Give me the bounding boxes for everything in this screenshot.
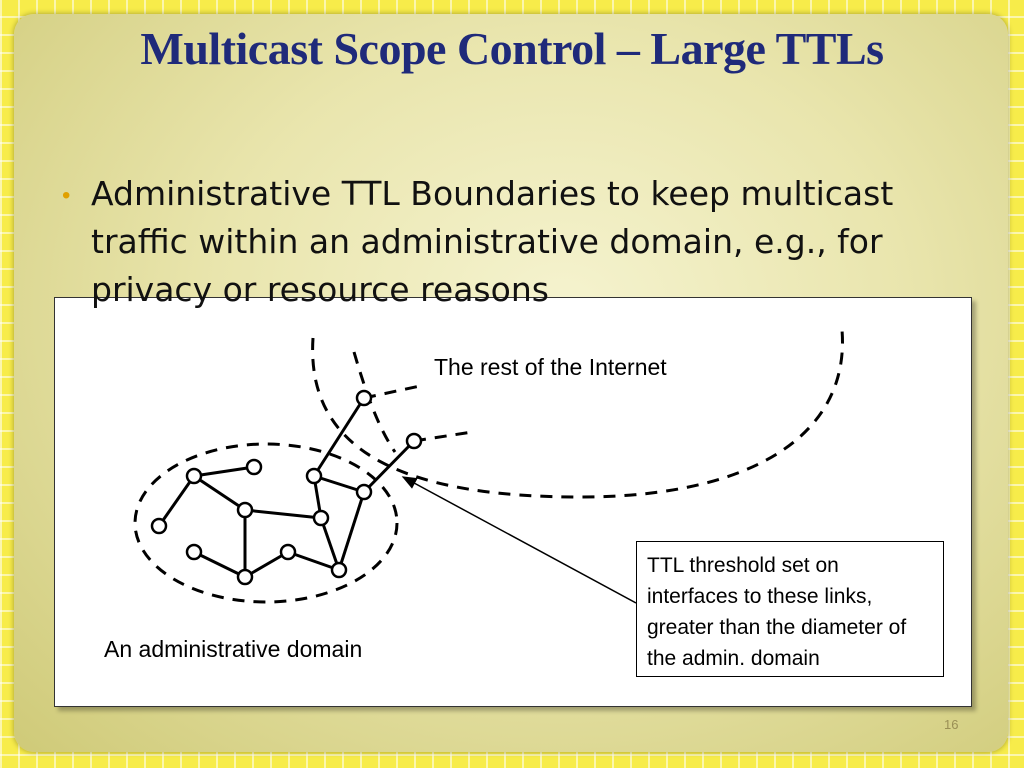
link <box>194 476 245 510</box>
page-number: 16 <box>944 717 959 732</box>
router-node <box>307 469 321 483</box>
router-node <box>238 570 252 584</box>
external-link-2 <box>414 432 472 441</box>
admin-domain-boundary <box>135 444 397 602</box>
link <box>245 510 321 518</box>
external-router-node <box>357 391 371 405</box>
router-node <box>281 545 295 559</box>
router-node <box>187 545 201 559</box>
link <box>364 441 414 492</box>
router-node <box>152 519 166 533</box>
router-node <box>187 469 201 483</box>
external-link-1 <box>364 386 420 398</box>
admin-domain-label: An administrative domain <box>104 636 363 662</box>
bullet-text: Administrative TTL Boundaries to keep multicast traffic within an administrative domain, e.g., for privacy or resource reasons <box>91 174 894 309</box>
link <box>321 518 339 570</box>
router-node <box>314 511 328 525</box>
external-router-node <box>407 434 421 448</box>
link <box>194 467 254 476</box>
link <box>194 552 245 577</box>
link <box>159 476 194 526</box>
border-router-node <box>357 485 371 499</box>
ttl-threshold-callout: TTL threshold set on interfaces to these links, greater than the diameter of the admin. domain <box>636 541 944 677</box>
internet-label: The rest of the Internet <box>434 354 667 380</box>
link <box>339 492 364 570</box>
router-node <box>238 503 252 517</box>
bullet-marker: • <box>62 182 71 209</box>
router-node <box>247 460 261 474</box>
router-node <box>332 563 346 577</box>
slide-title: Multicast Scope Control – Large TTLs <box>140 23 884 74</box>
